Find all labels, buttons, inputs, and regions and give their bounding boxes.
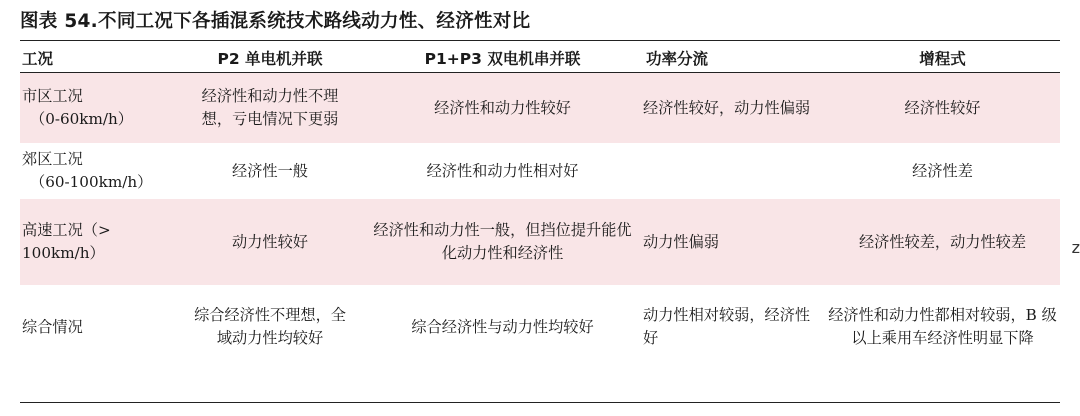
row-label-main: 高速工况（> xyxy=(22,221,111,239)
cell-p1p3: 综合经济性与动力性均较好 xyxy=(365,286,640,369)
row-label xyxy=(20,199,175,286)
edge-mark: z xyxy=(1071,238,1080,257)
cell-erev: 经济性差 xyxy=(825,144,1060,199)
row-label-main: 郊区工况 xyxy=(22,150,83,168)
cell-power-split: 动力性相对较弱，经济性好 xyxy=(640,286,825,369)
header-erev: 增程式 xyxy=(825,46,1060,73)
table-row xyxy=(20,199,1060,286)
cell-p2: 经济性一般 xyxy=(175,144,365,199)
table-row xyxy=(20,144,1060,199)
cell-power-split: 动力性偏弱 xyxy=(640,199,825,286)
cell-erev: 经济性和动力性都相对较弱，B 级以上乘用车经济性明显下降 xyxy=(825,286,1060,369)
header-power-split: 功率分流 xyxy=(640,46,825,73)
cell-p1p3: 经济性和动力性一般，但挡位提升能优化动力性和经济性 xyxy=(365,199,640,286)
row-label xyxy=(20,286,175,369)
row-label xyxy=(20,73,175,144)
cell-erev: 经济性较好 xyxy=(825,73,1060,144)
cell-p1p3: 经济性和动力性相对好 xyxy=(365,144,640,199)
table-row xyxy=(20,286,1060,369)
cell-power-split: 经济性较好，动力性偏弱 xyxy=(640,73,825,144)
table-title: 图表 54.不同工况下各插混系统技术路线动力性、经济性对比 xyxy=(20,11,531,32)
row-label xyxy=(20,144,175,199)
cell-p1p3: 经济性和动力性较好 xyxy=(365,73,640,144)
header-p2: P2 单电机并联 xyxy=(175,46,365,73)
header-p1p3: P1+P3 双电机串并联 xyxy=(365,46,640,73)
row-label-main: 综合情况 xyxy=(22,317,83,336)
cell-p2: 综合经济性不理想，全域动力性均较好 xyxy=(175,286,365,369)
header-row xyxy=(20,46,1060,73)
top-rule xyxy=(20,40,1060,41)
row-label-range: 100km/h） xyxy=(22,244,105,262)
row-label-main: 市区工况 xyxy=(22,87,83,105)
cell-p2: 经济性和动力性不理想，亏电情况下更弱 xyxy=(175,73,365,144)
cell-power-split xyxy=(640,144,825,199)
table-row xyxy=(20,73,1060,144)
cell-erev: 经济性较差，动力性较差 xyxy=(825,199,1060,286)
row-label-range: （60-100km/h） xyxy=(30,173,153,191)
header-condition: 工况 xyxy=(20,46,175,73)
comparison-table xyxy=(20,46,1060,369)
bottom-rule xyxy=(20,402,1060,403)
row-label-range: （0-60km/h） xyxy=(30,110,133,128)
cell-p2: 动力性较好 xyxy=(175,199,365,286)
